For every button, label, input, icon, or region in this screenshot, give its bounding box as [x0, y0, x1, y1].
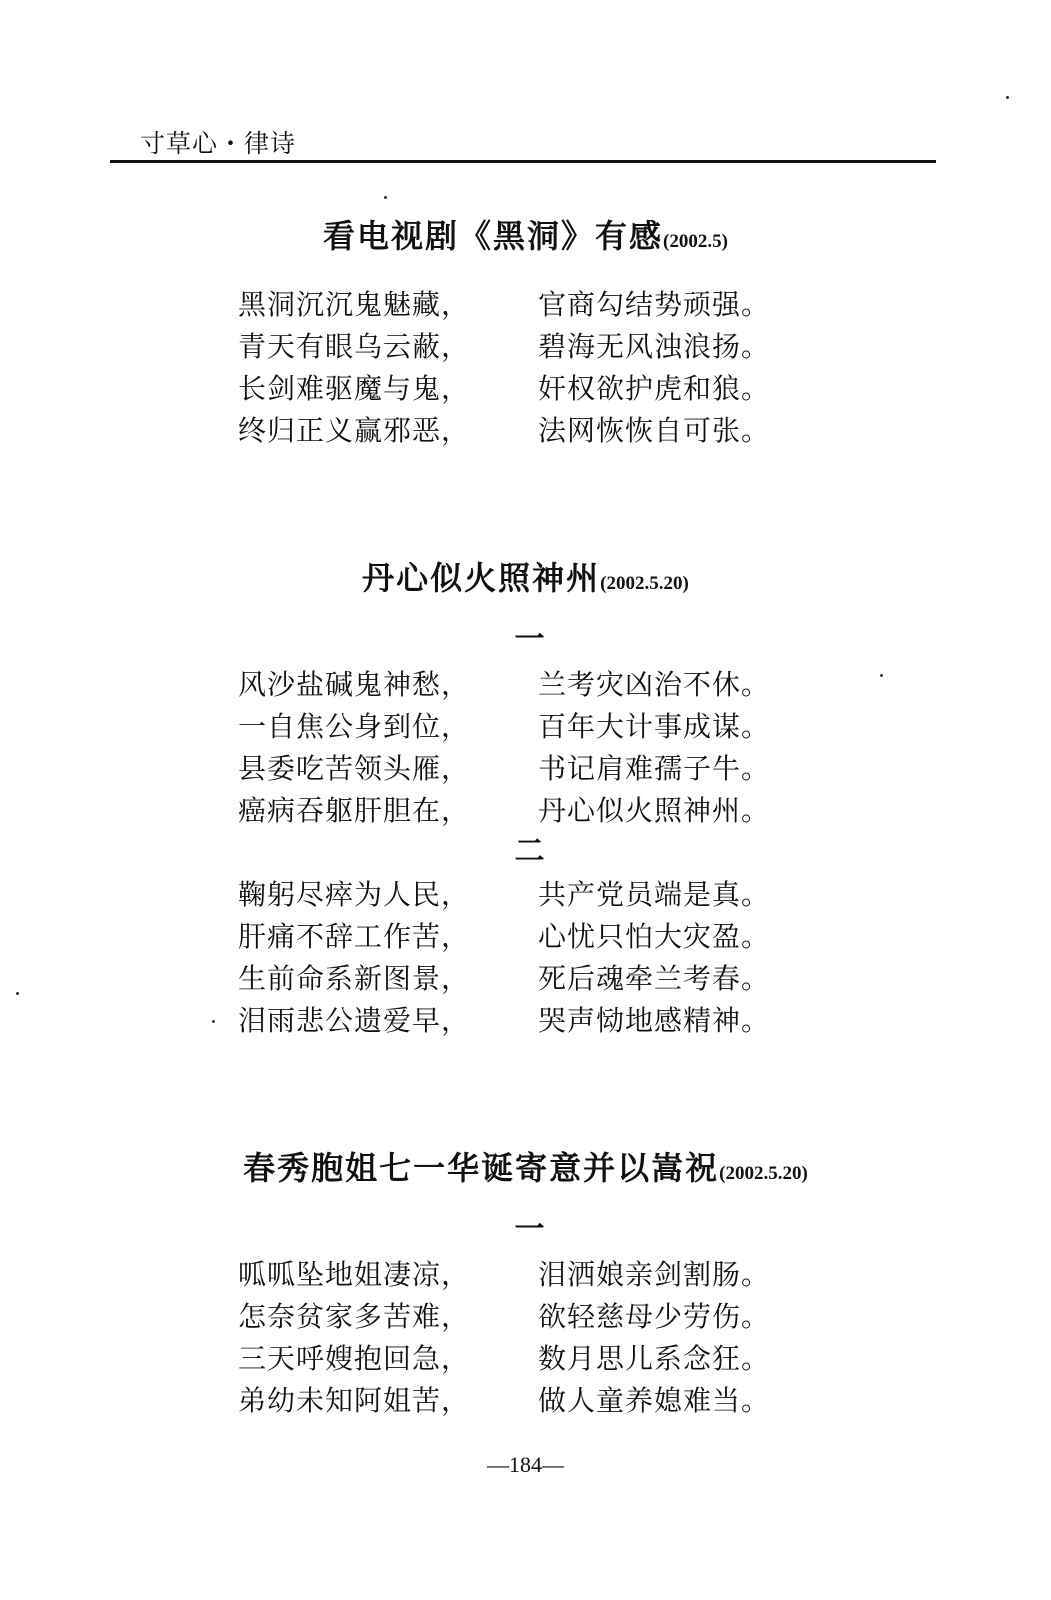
- line-right: 心忧只怕大灾盈。: [538, 920, 771, 953]
- line-right: 碧海无风浊浪扬。: [538, 330, 771, 363]
- poem-title-text: 春秀胞姐七一华诞寄意并以嵩祝: [243, 1149, 720, 1187]
- line-left: 终归正义赢邪恶，: [238, 414, 471, 447]
- poem-date: (2002.5.20): [719, 1163, 808, 1184]
- line-right: 死后魂牵兰考春。: [538, 962, 771, 995]
- poem-title-text: 丹心似火照神州: [362, 559, 601, 597]
- line-left: 肝痛不辞工作苦，: [238, 920, 471, 953]
- line-left: 呱呱坠地姐凄凉，: [238, 1258, 471, 1291]
- scan-speck: [16, 992, 19, 995]
- line-left: 泪雨悲公遗爱早，: [238, 1004, 471, 1037]
- line-left: 弟幼未知阿姐苦，: [238, 1384, 471, 1417]
- poem-line: [0, 1254, 1051, 1296]
- line-right: 数月思儿系念狂。: [538, 1342, 771, 1375]
- line-left: 青天有眼乌云蔽，: [238, 330, 471, 363]
- line-right: 百年大计事成谋。: [538, 710, 771, 743]
- line-left: 县委吃苦领头雁，: [238, 752, 471, 785]
- poem-line: [0, 958, 1051, 1000]
- part-number: 一: [514, 1212, 545, 1247]
- line-right: 奸权欲护虎和狼。: [538, 372, 771, 405]
- line-right: 欲轻慈母少劳伤。: [538, 1300, 771, 1333]
- scan-speck: [384, 196, 387, 199]
- scan-speck: [1006, 96, 1009, 99]
- header-rule: [110, 160, 936, 163]
- line-left: 鞠躬尽瘁为人民，: [238, 878, 471, 911]
- poem-title-text: 看电视剧《黑洞》有感: [323, 217, 664, 255]
- part-number: 一: [514, 622, 545, 657]
- line-right: 哭声恸地感精神。: [538, 1004, 771, 1037]
- line-left: 黑洞沉沉鬼魅藏，: [238, 288, 471, 321]
- line-right: 书记肩难孺子牛。: [538, 752, 771, 785]
- line-left: 风沙盐碱鬼神愁，: [238, 668, 471, 701]
- line-right: 法网恢恢自可张。: [538, 414, 771, 447]
- page-number: —184—: [487, 1452, 564, 1477]
- poem-date: (2002.5.20): [600, 573, 689, 594]
- running-header: 寸草心・律诗: [140, 129, 297, 158]
- poem-line: [0, 748, 1051, 790]
- poem-title: [0, 1146, 1051, 1196]
- poem-lines: [0, 664, 1051, 832]
- poem-line: [0, 874, 1051, 916]
- poem-line: [0, 1296, 1051, 1338]
- poem-3: [0, 1146, 1051, 1422]
- line-left: 生前命系新图景，: [238, 962, 471, 995]
- poem-line: [0, 790, 1051, 832]
- line-right: 官商勾结势顽强。: [538, 288, 771, 321]
- poem-line: [0, 916, 1051, 958]
- poem-1: [0, 214, 1051, 452]
- poem-title: [0, 214, 1051, 264]
- line-left: 癌病吞躯肝胆在，: [238, 794, 471, 827]
- line-right: 做人童养媳难当。: [538, 1384, 771, 1417]
- poem-lines: [0, 284, 1051, 452]
- poem-line: [0, 1380, 1051, 1422]
- line-right: 兰考灾凶治不休。: [538, 668, 771, 701]
- poem-line: [0, 706, 1051, 748]
- poem-lines: [0, 874, 1051, 1042]
- poem-line: [0, 410, 1051, 452]
- line-left: 长剑难驱魔与鬼，: [238, 372, 471, 405]
- scan-speck: [880, 674, 883, 677]
- poem-line: [0, 326, 1051, 368]
- poem-line: [0, 284, 1051, 326]
- poem-2: [0, 556, 1051, 1042]
- poem-title: [0, 556, 1051, 606]
- poem-line: [0, 368, 1051, 410]
- line-left: 怎奈贫家多苦难，: [238, 1300, 471, 1333]
- line-right: 泪洒娘亲剑割肠。: [538, 1258, 771, 1291]
- poem-date: (2002.5): [663, 231, 728, 252]
- line-right: 共产党员端是真。: [538, 878, 771, 911]
- scan-speck: [212, 1020, 215, 1023]
- poem-line: [0, 1000, 1051, 1042]
- part-number: 二: [514, 834, 545, 869]
- line-left: 三天呼嫂抱回急，: [238, 1342, 471, 1375]
- poem-line: [0, 1338, 1051, 1380]
- poem-lines: [0, 1254, 1051, 1422]
- line-left: 一自焦公身到位，: [238, 710, 471, 743]
- line-right: 丹心似火照神州。: [538, 794, 771, 827]
- poem-line: [0, 664, 1051, 706]
